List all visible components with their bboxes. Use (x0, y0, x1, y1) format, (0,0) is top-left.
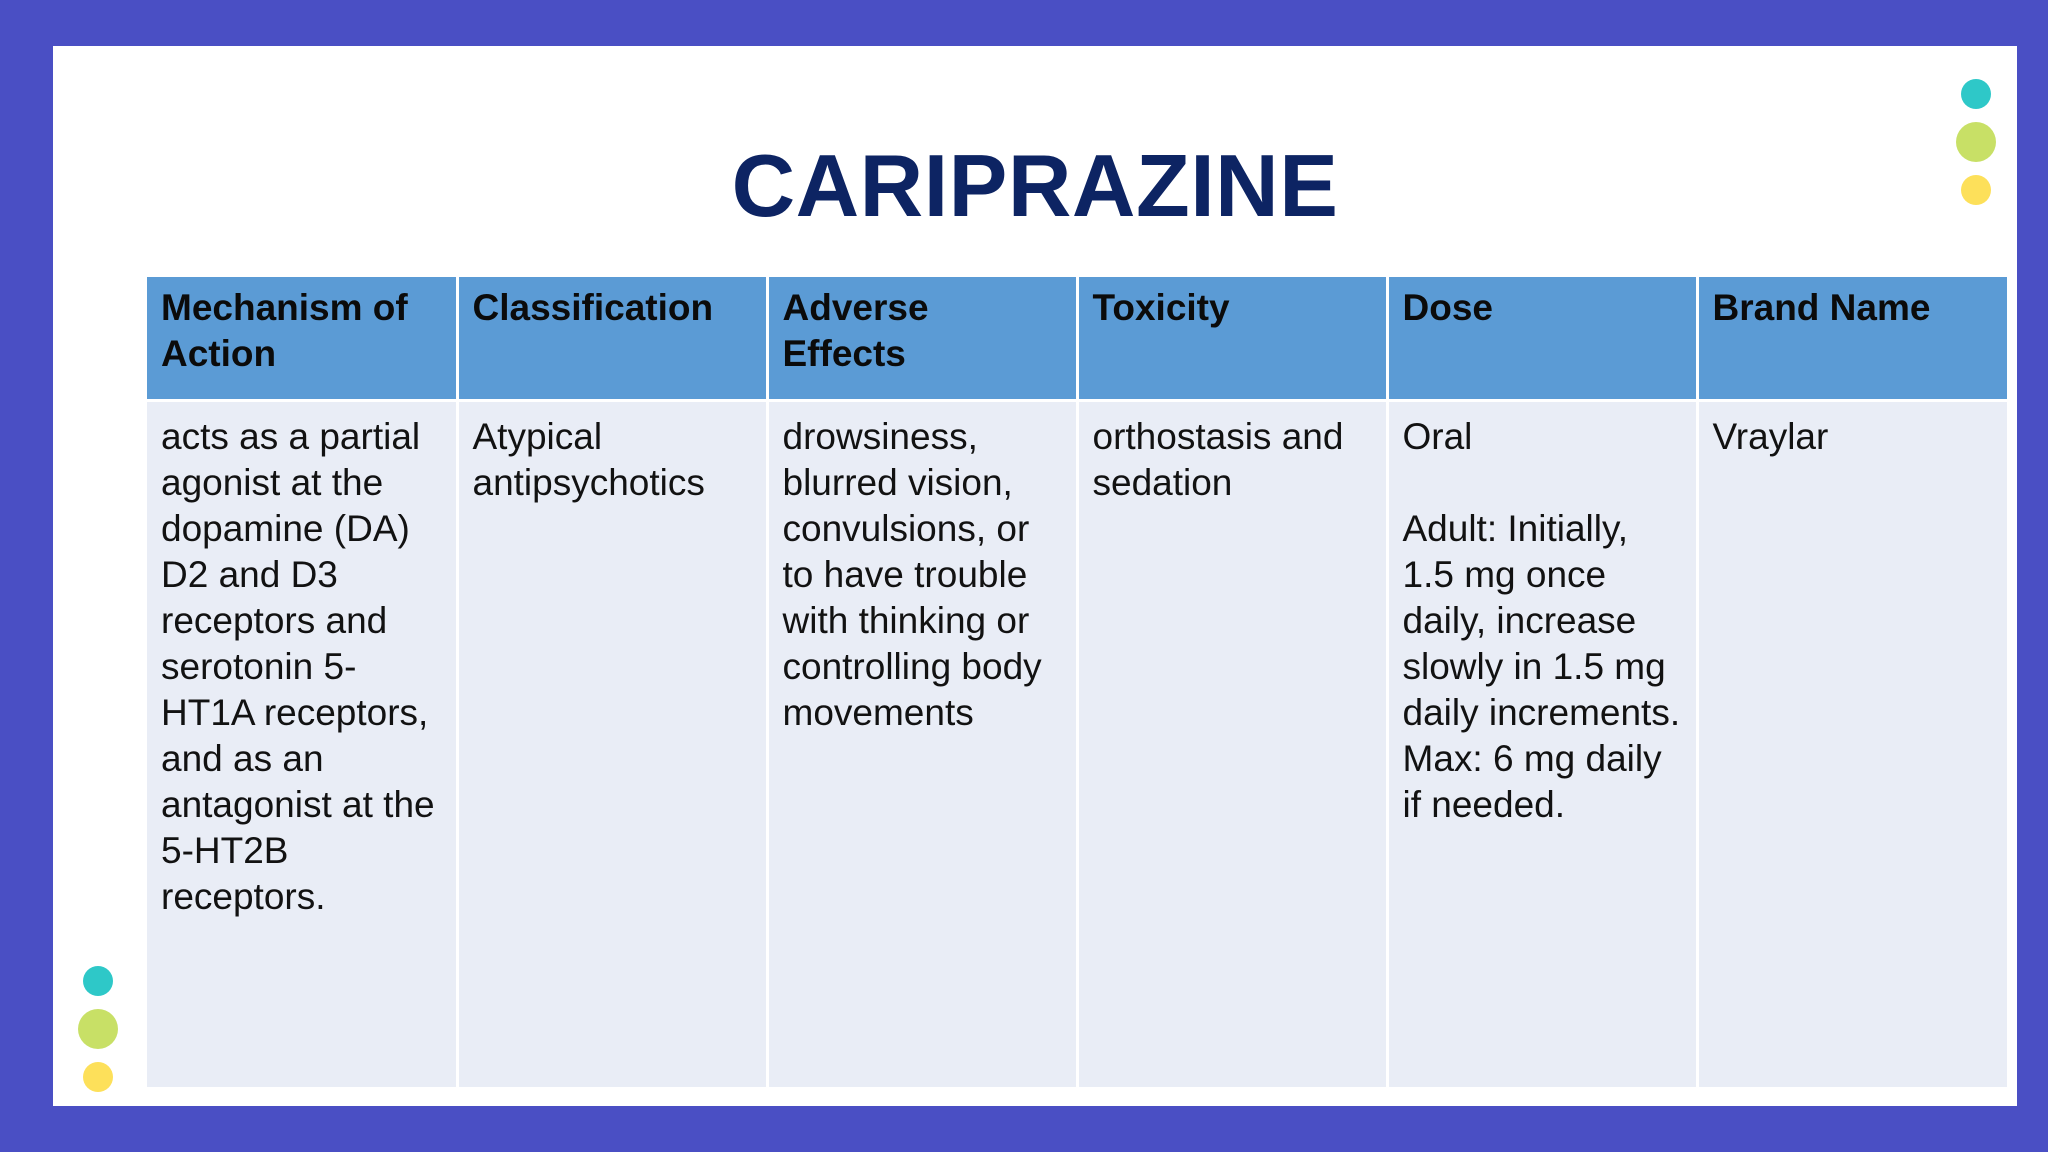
drug-info-table (147, 277, 2007, 1087)
decorative-dot-teal-bottom (83, 966, 113, 996)
header-brand-name: Brand Name (1697, 277, 2007, 401)
decorative-dot-yellow-bottom (83, 1062, 113, 1092)
cell-dose: Oral Adult: Initially, 1.5 mg once daily, increase slowly in 1.5 mg daily increments. Max: 6 mg daily if needed. (1387, 401, 1697, 1088)
decorative-dot-yellow-top (1961, 175, 1991, 205)
header-mechanism-of-action: Mechanism of Action (147, 277, 457, 401)
slide-title: CARIPRAZINE (731, 136, 1339, 235)
cell-brand-name: Vraylar (1697, 401, 2007, 1088)
decorative-dot-lime-top (1956, 122, 1996, 162)
header-adverse-effects: Adverse Effects (767, 277, 1077, 401)
header-dose: Dose (1387, 277, 1697, 401)
cell-mechanism-of-action: acts as a partial agonist at the dopamine (DA) D2 and D3 receptors and serotonin 5-HT1A receptors, and as an antagonist at the 5-HT2B receptors. (147, 401, 457, 1088)
cell-adverse-effects: drowsiness, blurred vision, convulsions, or to have trouble with thinking or controlling body movements (767, 401, 1077, 1088)
slide (53, 46, 2017, 1106)
table-header-row (147, 277, 2007, 401)
drug-info-table-wrapper (147, 277, 2007, 1087)
cell-classification: Atypical antipsychotics (457, 401, 767, 1088)
cell-toxicity: orthostasis and sedation (1077, 401, 1387, 1088)
decorative-dot-teal-top (1961, 79, 1991, 109)
header-classification: Classification (457, 277, 767, 401)
header-toxicity: Toxicity (1077, 277, 1387, 401)
table-row (147, 401, 2007, 1088)
decorative-dot-lime-bottom (78, 1009, 118, 1049)
